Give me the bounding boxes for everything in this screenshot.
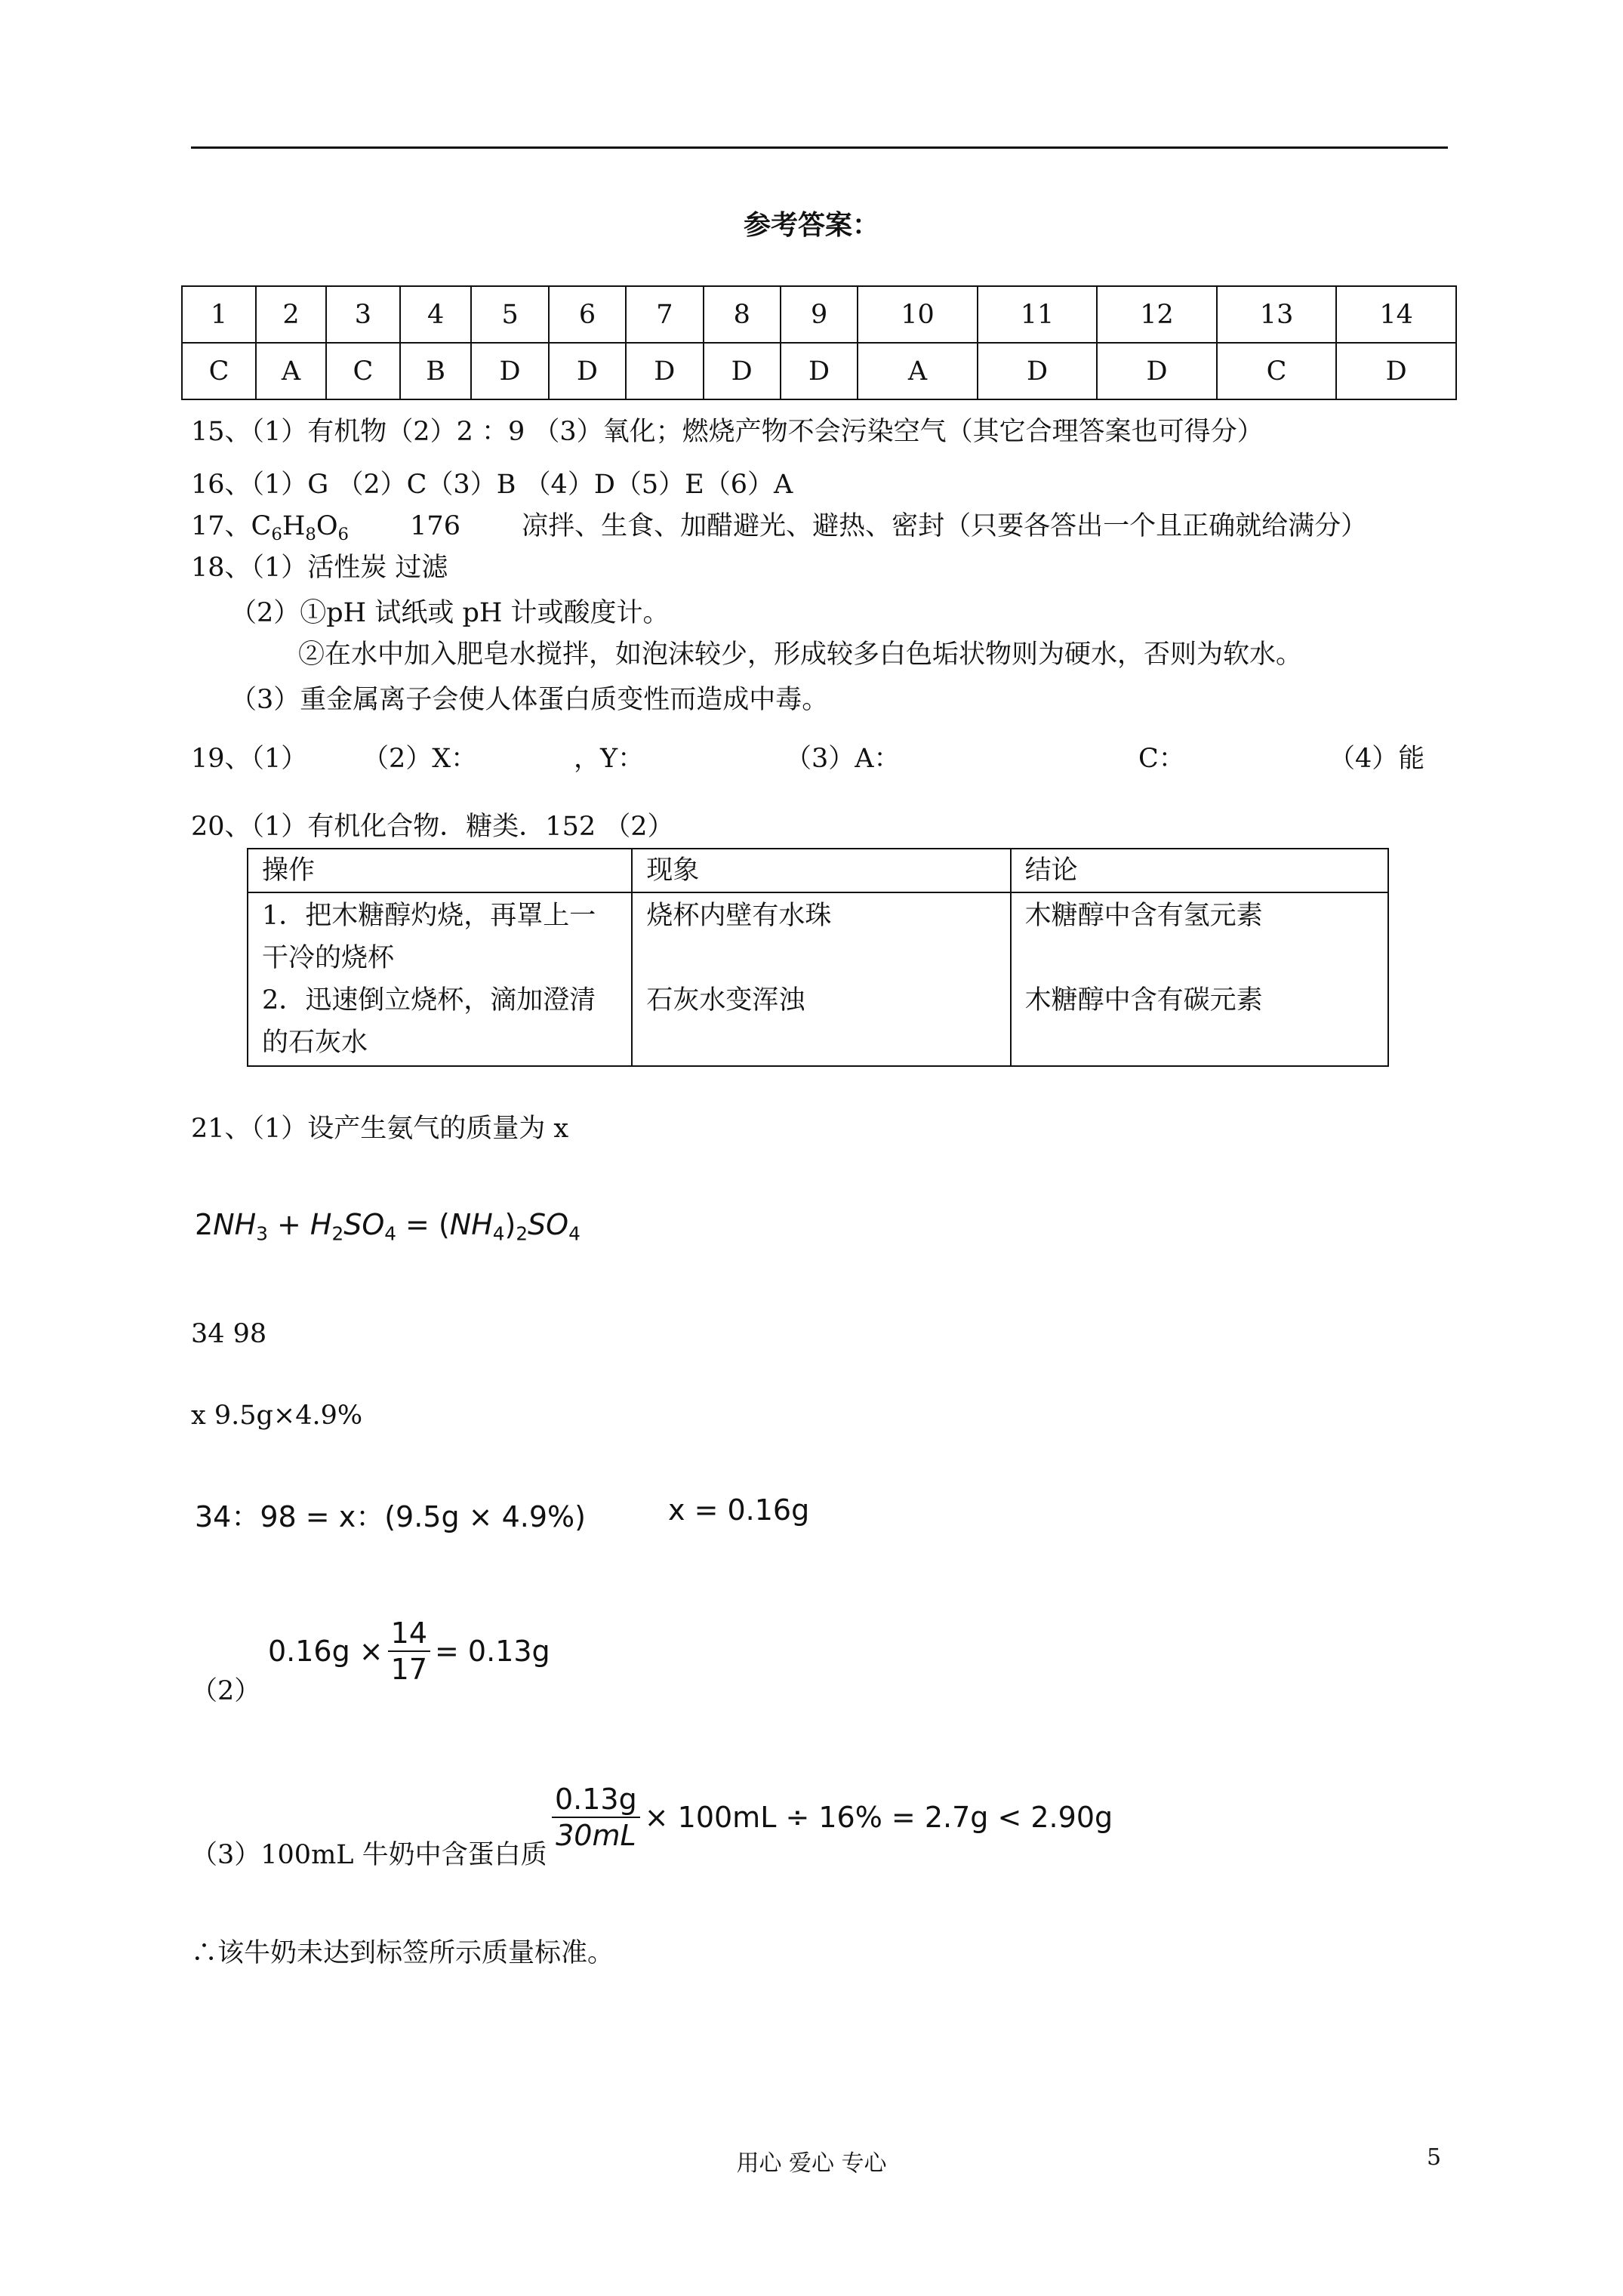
header-rule — [191, 146, 1448, 149]
experiment-header-row — [248, 849, 1388, 892]
answer-letter-cell: A — [256, 343, 326, 399]
answer-letter-cell: C — [1217, 343, 1337, 399]
conclusion-text: ∴该牛奶未达到标签所示质量标准。 — [191, 1938, 614, 1968]
q21-line1: 21、（1）设产生氨气的质量为 x — [191, 1114, 569, 1144]
page-number: 5 — [1427, 2144, 1442, 2171]
operation-cell: 1．把木糖醇灼烧，再罩上一干冷的烧杯 2．迅速倒立烧杯，滴加澄清的石灰水 — [248, 892, 632, 1066]
q17-mass: 176 — [410, 511, 460, 541]
answer-number-cell: 7 — [626, 286, 703, 343]
answer-letter-cell: C — [182, 343, 256, 399]
part2-fraction: $\frac{14}{17}$ — [388, 1616, 430, 1687]
answer-number-cell: 10 — [858, 286, 978, 343]
answer-letter-cell: C — [326, 343, 400, 399]
experiment-table — [247, 848, 1389, 1067]
answer-number-cell: 11 — [978, 286, 1098, 343]
answer-table-number-row — [182, 286, 1456, 343]
answer-letter-cell: B — [400, 343, 471, 399]
answer-letter-cell: A — [858, 343, 978, 399]
molar-mass-line: 34 98 — [191, 1319, 267, 1349]
q18-line4: （3）重金属离子会使人体蛋白质变性而造成中毒。 — [230, 685, 829, 715]
answer-number-cell: 1 — [182, 286, 256, 343]
q19-p3: ，Y： — [574, 744, 645, 774]
q19-p1: 19、（1） — [191, 744, 308, 774]
q17-text: 凉拌、生食、加醋避光、避热、密封（只要各答出一个且正确就给满分） — [522, 511, 1368, 541]
q16-text: 16、（1）G （2）C（3）B （4）D（5）E（6）A — [191, 470, 793, 500]
answer-letter-cell: D — [626, 343, 703, 399]
part2-label: （2） — [191, 1676, 261, 1706]
ratio-equation: 34：98 = x：(9.5g × 4.9%) — [195, 1500, 586, 1533]
q18-line2: （2）①pH 试纸或 pH 计或酸度计。 — [230, 598, 670, 628]
part3-label: （3）100mL 牛奶中含蛋白质 — [191, 1840, 547, 1870]
answer-letter-cell: D — [1097, 343, 1217, 399]
q17-formula: $C_6H_8O_6$ — [251, 511, 350, 544]
footer-text: 用心 爱心 专心 — [736, 2150, 887, 2177]
answer-number-cell: 9 — [781, 286, 858, 343]
answer-letter-cell: D — [549, 343, 626, 399]
answer-number-cell: 2 — [256, 286, 326, 343]
q17-prefix: 17、 — [191, 511, 251, 541]
q18-line3: ②在水中加入肥皂水搅拌，如泡沫较少，形成较多白色垢状物则为硬水，否则为软水。 — [298, 639, 1303, 670]
part3-equation: $\frac{0.13g}{30mL}$ × 100mL ÷ 16% = 2.7g < 2.90g — [547, 1782, 1113, 1853]
header-phenomenon: 现象 — [632, 849, 1010, 892]
answer-number-cell: 8 — [704, 286, 781, 343]
experiment-row — [248, 892, 1388, 1066]
part3-fraction: $\frac{0.13g}{30mL}$ — [552, 1782, 640, 1853]
phenomenon-cell: 烧杯内壁有水珠 石灰水变浑浊 — [632, 892, 1010, 1066]
answer-table-answer-row — [182, 343, 1456, 399]
header-operation: 操作 — [248, 849, 632, 892]
q20-line: 20、（1）有机化合物．糖类．152 （2） — [191, 812, 674, 842]
answer-letter-cell: D — [1336, 343, 1456, 399]
conclusion-cell: 木糖醇中含有氢元素 木糖醇中含有碳元素 — [1011, 892, 1388, 1066]
q19-p6: （4）能 — [1329, 744, 1425, 774]
q15-text: 15、（1）有机物（2）2 ：9 （3）氧化；燃烧产物不会污染空气（其它合理答案也可得分） — [191, 417, 1264, 447]
answer-letter-cell: D — [781, 343, 858, 399]
mass-line: x 9.5g×4.9% — [191, 1401, 363, 1431]
chemical-equation: $2NH_3 + H_2SO_4 = (NH_4)_2SO_4$ — [195, 1208, 581, 1245]
part2-equation: 0.16g × $\frac{14}{17}$ = 0.13g — [268, 1616, 550, 1686]
ratio-result: x = 0.16g — [668, 1493, 810, 1527]
answer-letter-cell: D — [471, 343, 548, 399]
answer-number-cell: 3 — [326, 286, 400, 343]
q18-line1: 18、（1）活性炭 过滤 — [191, 553, 448, 583]
answer-number-cell: 14 — [1336, 286, 1456, 343]
answer-number-cell: 13 — [1217, 286, 1337, 343]
answer-table — [181, 285, 1457, 400]
q19-p4: （3）A： — [785, 744, 901, 774]
q19-p2: （2）X： — [362, 744, 478, 774]
answer-number-cell: 6 — [549, 286, 626, 343]
answer-number-cell: 4 — [400, 286, 471, 343]
answer-number-cell: 12 — [1097, 286, 1217, 343]
q17-line — [191, 510, 1367, 551]
header-conclusion: 结论 — [1011, 849, 1388, 892]
answer-number-cell: 5 — [471, 286, 548, 343]
page-title: 参考答案： — [743, 209, 879, 241]
q19-p5: C： — [1138, 744, 1185, 774]
answer-letter-cell: D — [978, 343, 1098, 399]
answer-letter-cell: D — [704, 343, 781, 399]
